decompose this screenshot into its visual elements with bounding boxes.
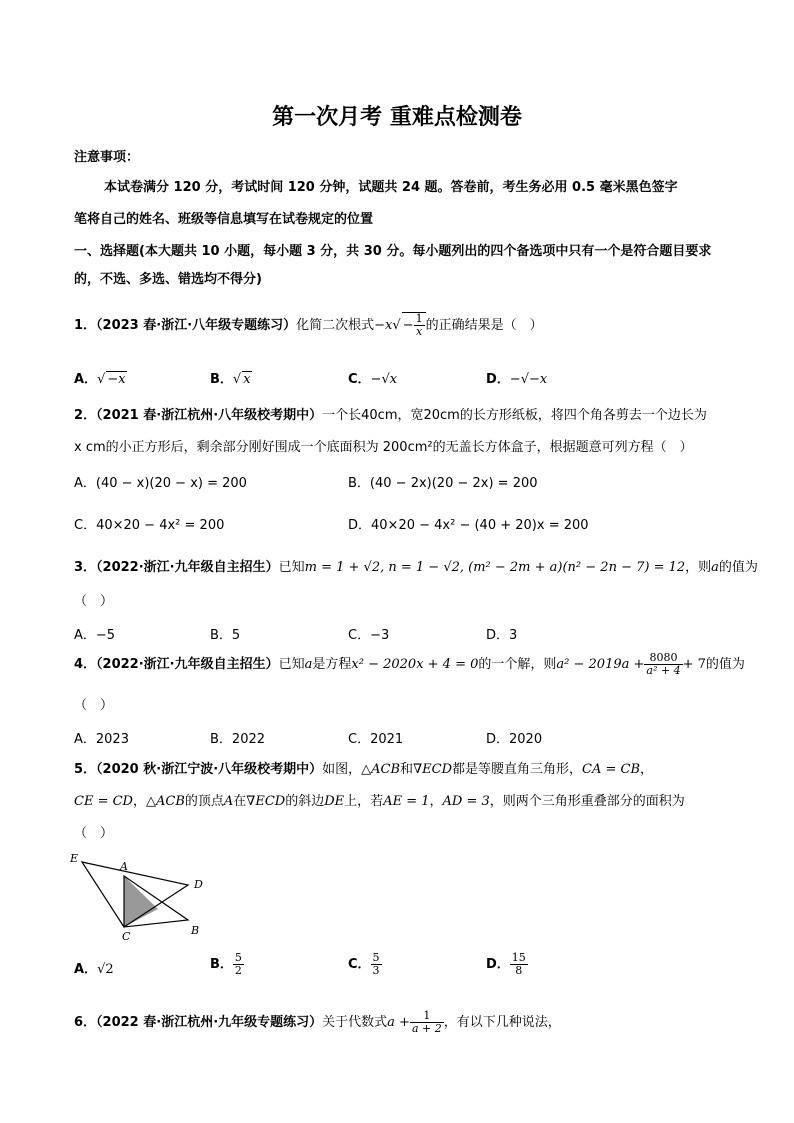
question-2-line-1: 2．（2021 春·浙江杭州·八年级校考期中）一个长40cm，宽20cm的长方形纸板，将四个角各剪去一个边长为 [74, 408, 707, 423]
section-heading-line-2: 的，不选、多选、错选均不得分) [74, 272, 262, 287]
radicand: − $\frac{1}{x}$ [402, 312, 426, 338]
label-C: C [122, 930, 131, 943]
option-a[interactable]: A．−5 [74, 628, 116, 643]
question-number: 1． [74, 318, 97, 333]
notice-line-2: 笔将自己的姓名、班级等信息填写在试卷规定的位置 [74, 212, 374, 227]
triangle-figure [64, 848, 224, 944]
section-heading-line-1: 一、选择题(本大题共 10 小题，每小题 3 分，共 30 分。每小题列出的四个备选项中只有一个是符合题目要求 [74, 244, 712, 259]
math-expression: m = 1 + √2, n = 1 − √2, (m² − 2m + a)(n² − 2n − 7) = 12 [304, 560, 686, 575]
question-6: 6．（2022 春·浙江杭州·九年级专题练习）关于代数式a + $\frac{1}{a + 2}$ ，有以下几种说法， [74, 1009, 561, 1035]
question-text: 化简二次根式 [296, 318, 375, 333]
question-source: （2023 春·浙江·八年级专题练习） [96, 318, 297, 333]
option-c[interactable]: C．−√x [348, 372, 398, 387]
fraction: $\frac{8080}{\text{a² + 4}}$ [646, 651, 681, 677]
option-b[interactable]: B．5 [210, 628, 241, 643]
fraction: $\frac{1}{a + 2}$ [411, 1009, 442, 1035]
option-a[interactable]: A．(40 − x)(20 − x) = 200 [74, 476, 247, 491]
equation: x² − 2020x + 4 = 0 [351, 657, 479, 672]
label-D: D [194, 878, 203, 891]
question-3: 3．（2022·浙江·九年级自主招生）已知m = 1 + √2, n = 1 − √2, (m² − 2m + a)(n² − 2n − 7) = 12，则a的值为 [74, 560, 758, 575]
option-b[interactable]: B．(40 − 2x)(20 − 2x) = 200 [348, 476, 538, 491]
question-text: 的正确结果是（ ） [425, 318, 543, 333]
question-5-line-2: CE = CD，△ACB的顶点A在∇ECD的斜边DE上，若AE = 1，AD = 3，则两个三角形重叠部分的面积为 [74, 794, 685, 809]
question-1 [74, 312, 543, 338]
option-c[interactable]: C．40×20 − 4x² = 200 [74, 518, 225, 533]
answer-paren: （ ） [74, 826, 114, 841]
option-d[interactable]: D．−√−x [486, 372, 548, 387]
option-d[interactable]: D．3 [486, 628, 518, 643]
option-d[interactable]: D．2020 [486, 732, 543, 747]
answer-paren: （ ） [74, 698, 114, 713]
label-A: A [120, 860, 128, 873]
option-a[interactable]: A．√2 [74, 962, 114, 977]
math-expression: −x [374, 318, 393, 333]
radical-sign: √ [392, 318, 401, 333]
option-a[interactable]: A．2023 [74, 732, 129, 747]
notice-heading: 注意事项： [74, 150, 140, 165]
fraction: $\frac{1}{x}$ [415, 312, 423, 338]
question-2-line-2: x cm的小正方形后，剩余部分刚好围成一个底面积为 200cm²的无盖长方体盒子，根据题意可列方程（ ） [74, 440, 693, 455]
question-4: 4．（2022·浙江·九年级自主招生）已知a是方程x² − 2020x + 4 = 0的一个解，则a² − 2019a + $\frac{8080}{\text{a² + 4}}$ + 7的值为 [74, 651, 745, 677]
question-5-line-1: 5．（2020 秋·浙江宁波·八年级校考期中）如图，△ACB和∇ECD都是等腰直角三角形，CA = CB， [74, 762, 654, 777]
label-B: B [191, 924, 200, 937]
label-E: E [70, 852, 79, 865]
overlap-region [124, 876, 158, 927]
option-b[interactable]: B．2022 [210, 732, 266, 747]
option-a[interactable]: A．√ −x [74, 372, 126, 387]
page-title: 第一次月考 重难点检测卷 [272, 105, 522, 130]
notice-line-1: 本试卷满分 120 分，考试时间 120 分钟，试题共 24 题。答卷前，考生务必用 0.5 毫米黑色签字 [104, 180, 678, 195]
option-c[interactable]: C．−3 [348, 628, 390, 643]
option-d[interactable]: D． $\frac{15}{8}$ [486, 951, 526, 977]
option-c[interactable]: C．2021 [348, 732, 404, 747]
option-d[interactable]: D．40×20 − 4x² − (40 + 20)x = 200 [348, 518, 589, 533]
answer-paren: （ ） [74, 594, 114, 609]
option-c[interactable]: C． $\frac{5}{3}$ [348, 951, 380, 977]
option-b[interactable]: B．√ x [210, 372, 251, 387]
option-b[interactable]: B． $\frac{5}{2}$ [210, 951, 242, 977]
